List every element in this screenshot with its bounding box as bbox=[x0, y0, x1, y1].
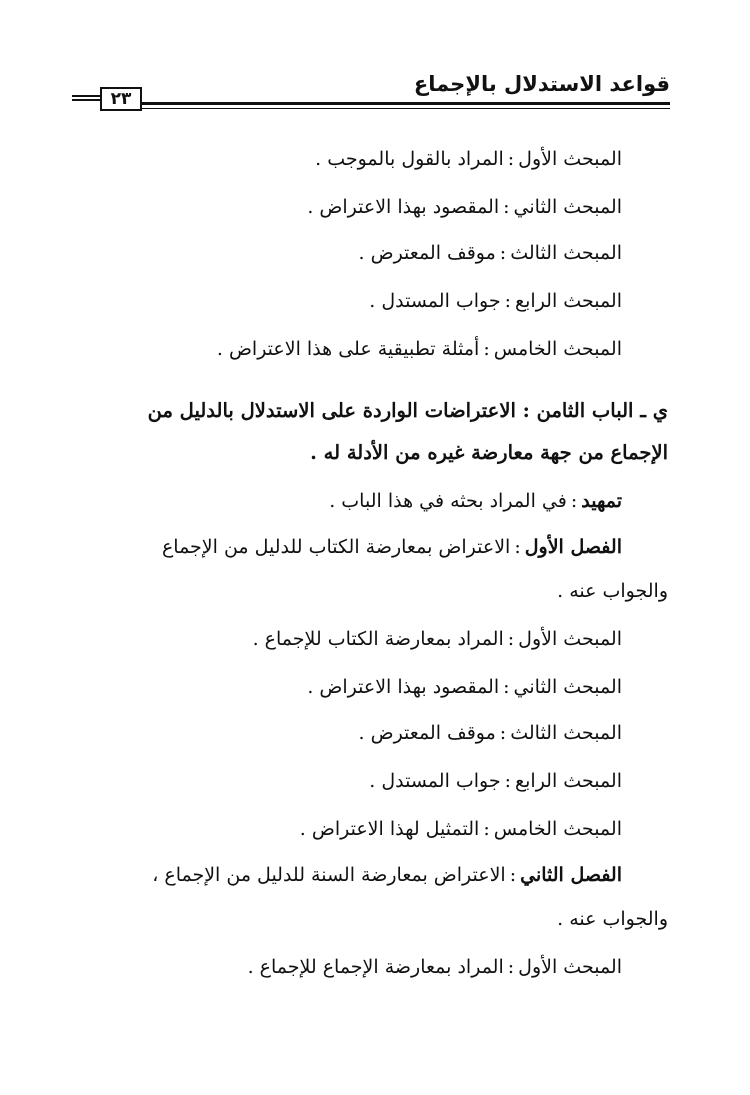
toc-entry-label: المبحث الأول bbox=[518, 628, 622, 650]
toc-entry-text: جواب المستدل . bbox=[369, 290, 501, 312]
toc-entry: المبحث الخامس:التمثيل لهذا الاعتراض . bbox=[299, 818, 622, 840]
toc-entry-label: المبحث الثاني bbox=[513, 676, 622, 698]
toc-entry: المبحث الثاني:المقصود بهذا الاعتراض . bbox=[307, 676, 622, 698]
section-2-label: الفصل الثاني bbox=[520, 864, 622, 886]
intro-entry: تمهيد:في المراد بحثه في هذا الباب . bbox=[329, 490, 622, 512]
toc-entry-label: المبحث الأول bbox=[518, 148, 622, 170]
toc-entry-text: أمثلة تطبيقية على هذا الاعتراض . bbox=[216, 338, 480, 360]
running-header-title: قواعد الاستدلال بالإجماع bbox=[413, 72, 670, 96]
toc-entry: المبحث الثالث:موقف المعترض . bbox=[358, 722, 622, 744]
toc-entry: المبحث الأول:المراد بمعارضة الإجماع للإجماع . bbox=[247, 956, 622, 978]
page-number: ٢٣ bbox=[100, 87, 142, 111]
toc-entry: المبحث الأول:المراد بمعارضة الكتاب للإجماع . bbox=[252, 628, 622, 650]
toc-entry-text: المقصود بهذا الاعتراض . bbox=[307, 676, 500, 698]
toc-entry: المبحث الثالث:موقف المعترض . bbox=[358, 242, 622, 264]
section-2-text: الاعتراض بمعارضة السنة للدليل من الإجماع ، bbox=[152, 864, 506, 886]
toc-entry-text: جواب المستدل . bbox=[369, 770, 501, 792]
section-2-continuation: والجواب عنه . bbox=[557, 908, 668, 930]
header-rule-left bbox=[72, 95, 100, 101]
chapter-heading-line-1: ي ـ الباب الثامن : الاعتراضات الواردة على الاستدلال بالدليل من bbox=[147, 399, 668, 422]
chapter-heading-line-2: الإجماع من جهة معارضة غيره من الأدلة له . bbox=[310, 441, 668, 464]
toc-entry-label: المبحث الرابع bbox=[515, 290, 622, 312]
intro-text: في المراد بحثه في هذا الباب . bbox=[329, 490, 567, 512]
header-rule-thin bbox=[142, 108, 670, 110]
toc-entry-text: المراد بمعارضة الكتاب للإجماع . bbox=[252, 628, 504, 650]
toc-entry-label: المبحث الثالث bbox=[510, 242, 622, 264]
section-1-text: الاعتراض بمعارضة الكتاب للدليل من الإجماع bbox=[161, 536, 511, 558]
section-1-heading: الفصل الأول:الاعتراض بمعارضة الكتاب للدليل من الإجماع bbox=[161, 536, 622, 558]
toc-entry: المبحث الرابع:جواب المستدل . bbox=[369, 290, 622, 312]
running-header bbox=[72, 68, 670, 118]
toc-entry-label: المبحث الرابع bbox=[515, 770, 622, 792]
section-2-heading: الفصل الثاني:الاعتراض بمعارضة السنة للدليل من الإجماع ، bbox=[152, 864, 622, 886]
toc-entry-text: التمثيل لهذا الاعتراض . bbox=[299, 818, 480, 840]
toc-entry-text: موقف المعترض . bbox=[358, 722, 496, 744]
toc-entry-label: المبحث الخامس bbox=[493, 338, 622, 360]
toc-entry: المبحث الخامس:أمثلة تطبيقية على هذا الاعتراض . bbox=[216, 338, 622, 360]
toc-entry-label: المبحث الثالث bbox=[510, 722, 622, 744]
toc-entry-text: المراد بالقول بالموجب . bbox=[315, 148, 504, 170]
toc-entry-label: المبحث الأول bbox=[518, 956, 622, 978]
toc-entry: المبحث الأول:المراد بالقول بالموجب . bbox=[315, 148, 622, 170]
section-1-label: الفصل الأول bbox=[524, 536, 622, 558]
toc-entry-text: المراد بمعارضة الإجماع للإجماع . bbox=[247, 956, 504, 978]
toc-entry: المبحث الثاني:المقصود بهذا الاعتراض . bbox=[307, 196, 622, 218]
toc-entry-text: موقف المعترض . bbox=[358, 242, 496, 264]
toc-entry-label: المبحث الثاني bbox=[513, 196, 622, 218]
toc-entry-label: المبحث الخامس bbox=[493, 818, 622, 840]
section-1-continuation: والجواب عنه . bbox=[557, 580, 668, 602]
toc-entry: المبحث الرابع:جواب المستدل . bbox=[369, 770, 622, 792]
intro-label: تمهيد bbox=[581, 490, 622, 512]
toc-entry-text: المقصود بهذا الاعتراض . bbox=[307, 196, 500, 218]
